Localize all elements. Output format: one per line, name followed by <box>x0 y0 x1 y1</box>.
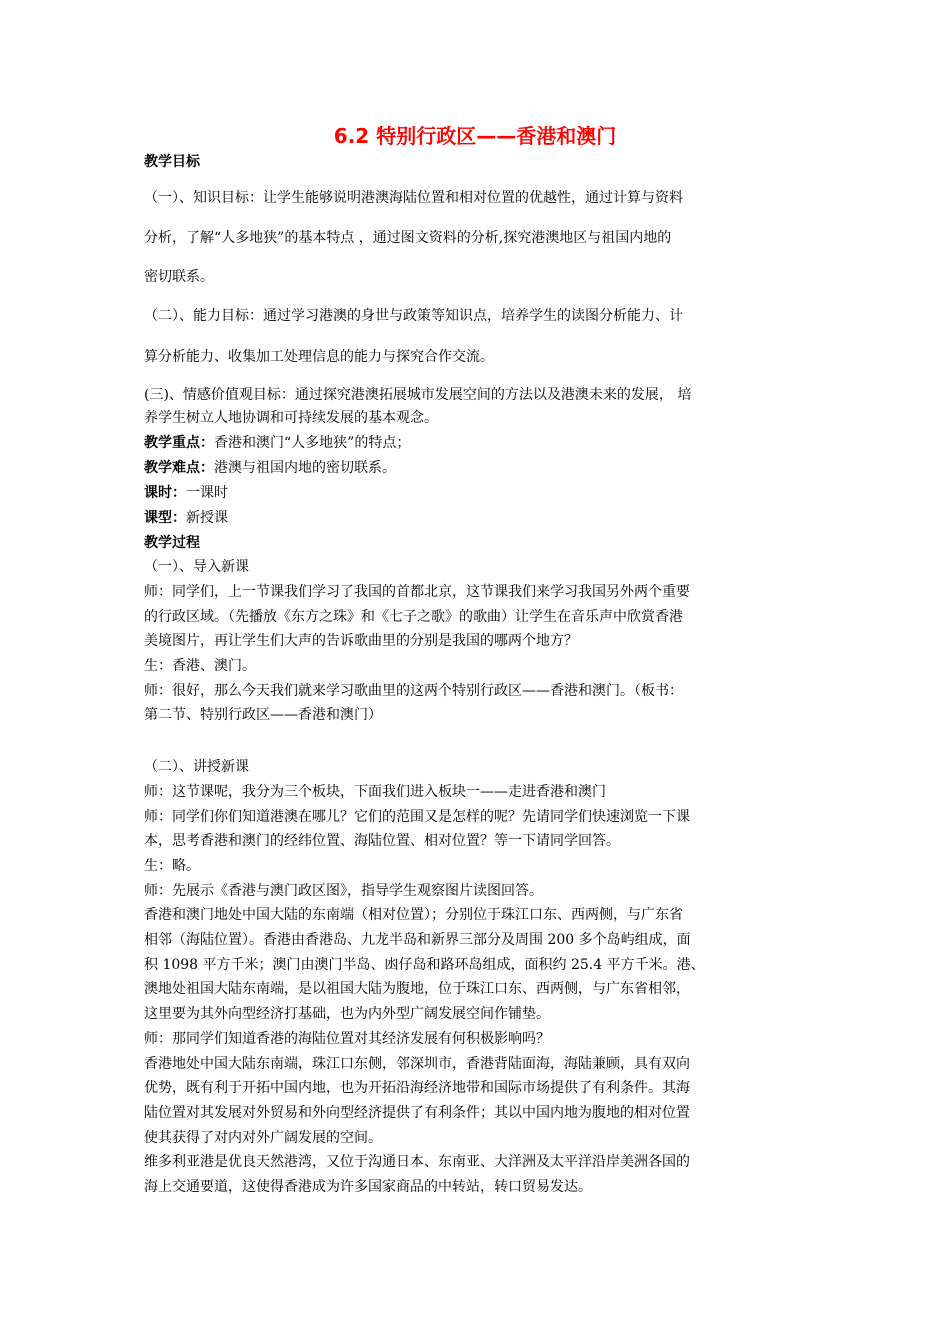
paragraph-line: 分析，了解“人多地狭”的基本特点 ，通过图文资料的分析,探究港澳地区与祖国内地的 <box>144 230 672 246</box>
paragraph-line: 积 1098 平方千米；澳门由澳门半岛、凼仔岛和路环岛组成，面积约 25.4 平方千米。港、 <box>144 957 705 973</box>
paragraph-line: 香港和澳门地处中国大陆的东南端（相对位置）；分别位于珠江口东、西两侧，与广东省 <box>144 907 683 923</box>
value: 港澳与祖国内地的密切联系。 <box>214 460 396 476</box>
value: 新授课 <box>186 510 228 526</box>
paragraph-line: 师：那同学们知道香港的海陆位置对其经济发展有何积极影响吗？ <box>144 1031 550 1047</box>
label: 教学重点： <box>144 435 214 451</box>
paragraph-line: 本，思考香港和澳门的经纬位置、海陆位置、相对位置？等一下请同学回答。 <box>144 833 620 849</box>
key-point-line <box>144 432 809 454</box>
paragraph-line: (三)、情感价值观目标：通过探究港澳拓展城市发展空间的方法以及港澳未来的发展， 培 <box>144 387 692 403</box>
paragraph-line: 算分析能力、收集加工处理信息的能力与探究合作交流。 <box>144 349 494 365</box>
document-title: 6.2 特别行政区——香港和澳门 <box>333 124 617 148</box>
paragraph-line: 这里要为其外向型经济打基础，也为内外型广阔发展空间作铺垫。 <box>144 1006 550 1022</box>
type-line <box>144 507 809 529</box>
paragraph-line: 相邻（海陆位置）。香港由香港岛、九龙半岛和新界三部分及周围 200 多个岛屿组成，面 <box>144 932 691 948</box>
label: 教学难点： <box>144 460 214 476</box>
paragraph-line: （一）、导入新课 <box>144 559 249 575</box>
paragraph-line: （二）、能力目标：通过学习港澳的身世与政策等知识点，培养学生的读图分析能力、计 <box>144 308 683 324</box>
paragraph-line: 生：香港、澳门。 <box>144 658 256 674</box>
paragraph-line: 师：同学们你们知道港澳在哪儿？它们的范围又是怎样的呢？先请同学们快速浏览一下课 <box>144 809 690 825</box>
paragraph-line: 密切联系。 <box>144 269 214 285</box>
paragraph-line: 生：略。 <box>144 858 200 874</box>
paragraph-line: 师：这节课呢，我分为三个板块，下面我们进入板块一——走进香港和澳门 <box>144 784 606 800</box>
paragraph-line: 第二节、特别行政区——香港和澳门） <box>144 707 382 723</box>
value: 一课时 <box>186 485 228 501</box>
paragraph-line: 师：很好，那么今天我们就来学习歌曲里的这两个特别行政区——香港和澳门。（板书： <box>144 683 683 699</box>
value: 香港和澳门“人多地狭”的特点； <box>214 435 411 451</box>
paragraph-line: 的行政区域。（先播放《东方之珠》和《七子之歌》的歌曲）让学生在音乐声中欣赏香港 <box>144 609 683 625</box>
paragraph-line: 使其获得了对内对外广阔发展的空间。 <box>144 1130 382 1146</box>
paragraph-line: 师：先展示《香港与澳门政区图》，指导学生观察图片读图回答。 <box>144 883 543 899</box>
paragraph-line: 师：同学们，上一节课我们学习了我国的首都北京，这节课我们来学习我国另外两个重要 <box>144 584 690 600</box>
paragraph-line: 陆位置对其发展对外贸易和外向型经济提供了有利条件；其以中国内地为腹地的相对位置 <box>144 1105 690 1121</box>
label: 课型： <box>144 510 186 526</box>
paragraph-line: 海上交通要道，这使得香港成为许多国家商品的中转站，转口贸易发达。 <box>144 1179 592 1195</box>
section-heading: 教学目标 <box>144 154 200 170</box>
paragraph-line: 澳地处祖国大陆东南端，是以祖国大陆为腹地，位于珠江口东、西两侧，与广东省相邻， <box>144 981 690 997</box>
paragraph-line: （一）、知识目标：让学生能够说明港澳海陆位置和相对位置的优越性，通过计算与资料 <box>144 190 683 206</box>
paragraph-line: 香港地处中国大陆东南端，珠江口东侧，邻深圳市，香港背陆面海，海陆兼顾，具有双向 <box>144 1056 690 1072</box>
paragraph-line: 美境图片，再让学生们大声的告诉歌曲里的分别是我国的哪两个地方？ <box>144 633 578 649</box>
difficulty-line <box>144 457 809 479</box>
paragraph-line: （二）、讲授新课 <box>144 759 249 775</box>
section-heading: 教学过程 <box>144 535 200 551</box>
paragraph-line: 维多利亚港是优良天然港湾，又位于沟通日本、东南亚、大洋洲及太平洋沿岸美洲各国的 <box>144 1154 690 1170</box>
label: 课时： <box>144 485 186 501</box>
paragraph-line: 养学生树立人地协调和可持续发展的基本观念。 <box>144 410 438 426</box>
period-line <box>144 482 809 504</box>
paragraph-line: 优势，既有利于开拓中国内地，也为开拓沿海经济地带和国际市场提供了有利条件。其海 <box>144 1080 690 1096</box>
